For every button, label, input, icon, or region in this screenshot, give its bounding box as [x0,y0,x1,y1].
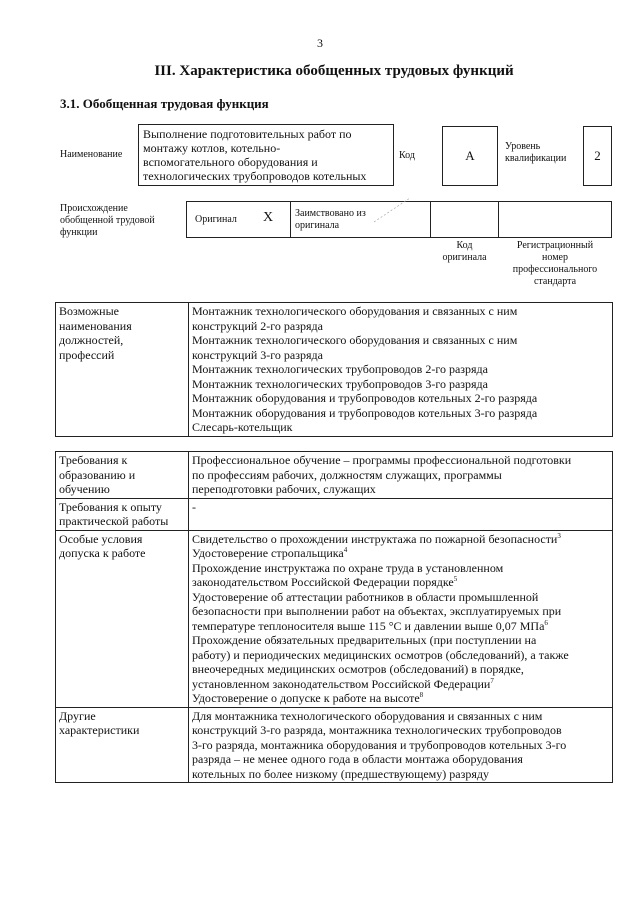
level-label [505,141,566,165]
special-line: безопасности при выполнении работ на объектах, эксплуатируемых при [192,604,562,618]
code-value-box [442,126,498,186]
other-line: котельных по более низкому (предшествующему) разряду [192,766,489,781]
level-value-box [583,126,612,186]
position-item: Монтажник технологических трубопроводов 3-го разряда [192,376,488,391]
level-value: 2 [594,148,601,163]
reg-number-caption-line: профессионального [512,264,598,275]
education-label-line: Требования к [59,453,128,467]
footnote-ref: 8 [419,691,424,699]
special-line: внеочередных медицинских осмотров (обследований) в порядке, [192,662,524,676]
position-item: Монтажник технологического оборудования и связанных с ним [192,333,518,347]
special-line: Удостоверение стропальщика$^4$ [192,546,348,560]
position-item: Монтажник оборудования и трубопроводов котельных 3-го разряда [192,405,538,420]
experience-label-cell [56,498,189,530]
footnote-ref: 6 [544,618,548,627]
code-value: А [465,148,475,163]
positions-list-cell [189,303,613,437]
origin-reg-cell [498,201,612,238]
other-label-line: характеристики [59,723,140,737]
positions-row [56,303,613,437]
other-label-cell [56,707,189,783]
position-item: Монтажник оборудования и трубопроводов котельных 2-го разряда [192,391,538,405]
positions-label-line: должностей, [59,333,124,347]
original-mark: X [263,210,274,225]
section-title: III. Характеристика обобщенных трудовых функций [154,63,514,79]
pencil-mark [372,196,412,226]
position-item: конструкций 3-го разряда [192,347,323,362]
name-value-box [138,124,394,186]
footnote-ref: 7 [490,676,494,685]
special-label-line: допуска к работе [59,546,146,560]
special-line: Прохождение обязательных предварительных (при поступлении на [192,633,537,647]
other-line: конструкций 3-го разряда, монтажника технологических трубопроводов [192,723,562,737]
special-line: Свидетельство о прохождении инструктажа по пожарной безопасности$^3$ [192,531,561,546]
special-line: установленном законодательством Российской Федерации$^7$ [192,676,494,691]
name-value-line: Выполнение подготовительных работ по [143,127,352,141]
special-line: Прохождение инструктажа по охране труда в установленном [192,560,504,575]
special-line: Удостоверение об аттестации работников в области промышленной [192,589,539,604]
footnote-ref: 5 [453,575,458,583]
special-line: работу) и периодических медицинских осмотров (обследований), а также [192,647,569,662]
name-label: Наименование [60,149,123,160]
positions-label-line: наименования [59,318,132,333]
borrowed-label [295,208,366,232]
borrowed-label-line: оригинала [295,220,340,231]
experience-value-cell [189,498,613,530]
special-label-line: Особые условия [59,531,143,546]
level-label-line: Уровень [505,141,541,152]
other-value-cell [189,707,613,783]
reg-number-caption-line: Регистрационный [516,240,594,251]
education-line: Профессиональное обучение – программы профессиональной подготовки [192,453,572,467]
special-row [56,530,613,707]
special-value-cell [189,530,613,707]
reg-number-caption [498,240,612,288]
code-original-caption-line: оригинала [442,252,487,263]
other-label-line: Другие [59,708,96,723]
origin-label [60,203,155,239]
education-value-cell [189,452,613,499]
education-label-line: образованию и [59,467,136,482]
education-row [56,452,613,499]
footnote-ref: 4 [343,546,348,554]
other-line: 3-го разряда, монтажника оборудования и трубопроводов котельных 3-го [192,737,567,752]
experience-value: - [192,499,196,514]
special-label-cell [56,530,189,707]
other-row [56,707,613,783]
code-original-caption [430,240,499,264]
code-original-caption-line: Код [456,240,473,251]
education-label-line: обучению [59,482,110,496]
level-label-line: квалификации [505,153,567,164]
origin-code-cell [430,201,499,238]
name-value-line: монтажу котлов, котельно- [143,141,281,155]
positions-label-line: Возможные [59,304,119,318]
origin-label-line: Происхождение [60,203,128,214]
origin-label-line: функции [60,227,98,238]
page-number: 3 [317,36,323,50]
name-value-line: технологических трубопроводов котельных [143,169,367,183]
positions-table [55,302,613,437]
position-item: Слесарь-котельщик [192,420,293,434]
experience-label-line: Требования к опыту [59,499,162,514]
origin-label-line: обобщенной трудовой [60,215,155,226]
experience-row [56,498,613,530]
special-line: температуре теплоносителя выше 115 °С и давлении выше 0,07 МПа$^6$ [192,618,548,633]
code-label: Код [399,150,415,161]
reg-number-caption-line: номер [542,252,568,263]
other-line: Для монтажника технологического оборудования и связанных с ним [192,708,543,723]
position-item: конструкций 2-го разряда [192,318,323,333]
special-line: Удостоверение о допуске к работе на высоте$^8$ [192,691,424,705]
positions-label-cell [56,303,189,437]
origin-original-cell [186,201,291,238]
position-item: Монтажник технологических трубопроводов 2-го разряда [192,362,488,376]
other-line: разряда – не менее одного года в области монтажа оборудования [192,752,523,766]
footnote-ref: 3 [557,531,561,540]
borrowed-label-line: Заимствовано из [295,208,366,219]
subsection-title: 3.1. Обобщенная трудовая функция [60,96,269,111]
education-label-cell [56,452,189,499]
education-line: переподготовки рабочих, служащих [192,482,376,496]
requirements-table [55,451,613,783]
position-item: Монтажник технологического оборудования и связанных с ним [192,304,518,318]
positions-label-line: профессий [59,347,115,362]
experience-label-line: практической работы [59,514,169,528]
education-line: по профессиям рабочих, должностям служащих, программы [192,467,502,482]
original-label: Оригинал [195,214,237,225]
name-value-line: вспомогательного оборудования и [143,155,318,169]
special-line: законодательством Российской Федерации порядке$^5$ [192,575,458,589]
reg-number-caption-line: стандарта [533,276,577,287]
